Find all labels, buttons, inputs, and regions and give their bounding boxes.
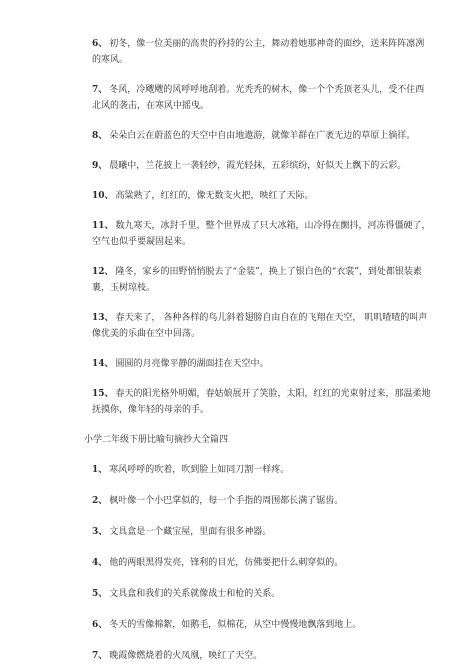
list-item: 7、 冬风，冷飕飕的风呼呼地刮着。光秃秃的树木，像一个个秃顶老头儿，受不住西北风的袭击，在寒风中摇曳。 [92, 85, 425, 111]
list-item: 7、 晚霞像燃烧着的火凤凰，映红了天空。 [92, 651, 263, 661]
list-item: 13、 春天来了， 各种各样的鸟儿斜着翅膀自由自在的飞翔在天空， 叽叽喳喳的叫声像优美的乐曲在空中回荡。 [92, 313, 428, 339]
section-title: 小学二年级下册比喻句摘抄大全篇四 [84, 435, 229, 445]
list-item: 4、 他的两眼黑得发亮，锋利的目光，仿佛要把什么刺穿似的。 [92, 558, 344, 568]
list-item: 15、 春天的阳光格外明媚，春姑娘展开了笑脸，太阳，红红的光束射过来，那温柔地抚摸你，像年轻的母亲的手。 [92, 389, 431, 415]
list-item: 1、 寒风呼呼的吹着，吹到脸上如同刀割一样疼。 [92, 465, 290, 475]
list-item: 10、 高粱熟了，红红的，像无数支火把，映红了天际。 [92, 191, 314, 201]
list-item: 6、 初冬，像一位美丽的高贵的矜持的公主，舞动着她那神奇的面纱，送来阵阵凛冽的寒风。 [92, 39, 425, 65]
list-item: 2、 枫叶像一个小巴掌似的，每一个手指的周围都长满了锯齿。 [92, 496, 344, 506]
list-item: 8、 朵朵白云在蔚蓝色的天空中自由地遨游，就像羊群在广袤无边的草原上徜徉。 [92, 131, 416, 141]
simile-list-part2 [92, 462, 431, 664]
list-item: 14、 圆圆的月亮像平静的湖面挂在天空中。 [92, 359, 269, 369]
simile-list-part1 [92, 36, 431, 418]
list-item: 9、 晨曦中，兰花披上一袭轻纱，霞光轻抹，五彩缤纷，好似天上飘下的云彩。 [92, 161, 407, 171]
list-item: 12、 隆冬，家乡的田野悄悄脱去了“金装”，换上了银白色的“衣裳”，到处都银装素裹，玉树琼枝。 [92, 267, 422, 293]
list-item: 6、 冬天的雪像棉絮，如鹅毛，似棉花，从空中慢慢地飘落到地上。 [92, 620, 362, 630]
list-item: 5、 文具盒和我们的关系就像战士和枪的关系。 [92, 589, 281, 599]
list-item: 3、 文具盒是一个藏宝屋，里面有很多神器。 [92, 527, 272, 537]
list-item: 11、 数九寒天，冰封千里，整个世界成了只大冰箱，山冷得在颤抖，河冻得僵硬了，空气也似乎要凝固起来。 [92, 221, 431, 247]
